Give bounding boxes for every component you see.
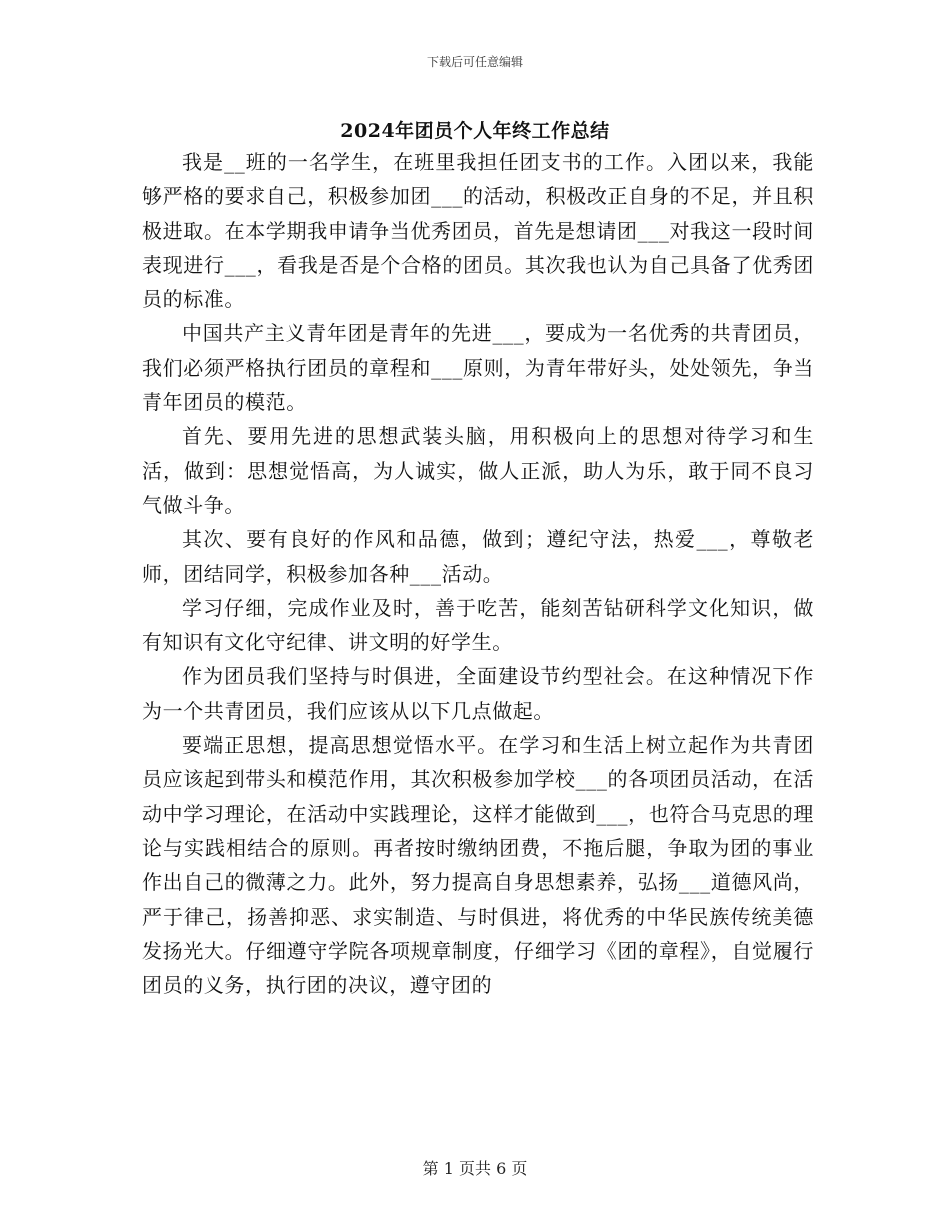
header-note: 下载后可任意编辑 [426,55,523,69]
paragraph: 学习仔细，完成作业及时，善于吃苦，能刻苦钻研科学文化知识，做有知识有文化守纪律、讲文明的好学生。 [142,595,814,655]
paragraph: 要端正思想，提高思想觉悟水平。在学习和生活上树立起作为共青团员应该起到带头和模范作用，其次积极参加学校___的各项团员活动，在活动中学习理论，在活动中实践理论，这样才能做到___，也符合马克思的理论与实践相结合的原则。再者按时缴纳团费，不拖后腿，争取为团的事业作出自己的微薄之力。此外，努力提高自身思想素养，弘扬___道德风尚，严于律己，扬善抑恶、求实制造、与时俱进，将优秀的中华民族传统美德发扬光大。仔细遵守学院各项规章制度，仔细学习《团的章程》，自觉履行团员的义务，执行团的决议，遵守团的 [142,733,814,998]
paragraph: 我是__班的一名学生，在班里我担任团支书的工作。入团以来，我能够严格的要求自己，积极参加团___的活动，积极改正自身的不足，并且积极进取。在本学期我申请争当优秀团员，首先是想请团___对我这一段时间表现进行___，看我是否是个合格的团员。其次我也认为自己具备了优秀团员的标准。 [142,150,814,312]
document-body [142,145,814,1002]
paragraph: 首先、要用先进的思想武装头脑，用积极向上的思想对待学习和生活，做到：思想觉悟高，为人诚实，做人正派，助人为乐，敢于同不良习气做斗争。 [142,424,814,517]
paragraph: 其次、要有良好的作风和品德，做到；遵纪守法，热爱___，尊敬老师，团结同学，积极参加各种___活动。 [142,527,814,586]
document-title: 2024年团员个人年终工作总结 [340,120,610,142]
paragraph: 中国共产主义青年团是青年的先进___，要成为一名优秀的共青团员，我们必须严格执行团员的章程和___原则，为青年带好头，处处领先，争当青年团员的模范。 [142,321,814,415]
paragraph: 作为团员我们坚持与时俱进，全面建设节约型社会。在这种情况下作为一个共青团员，我们应该从以下几点做起。 [142,664,814,723]
page-indicator: 第 1 页共 6 页 [422,1159,528,1178]
